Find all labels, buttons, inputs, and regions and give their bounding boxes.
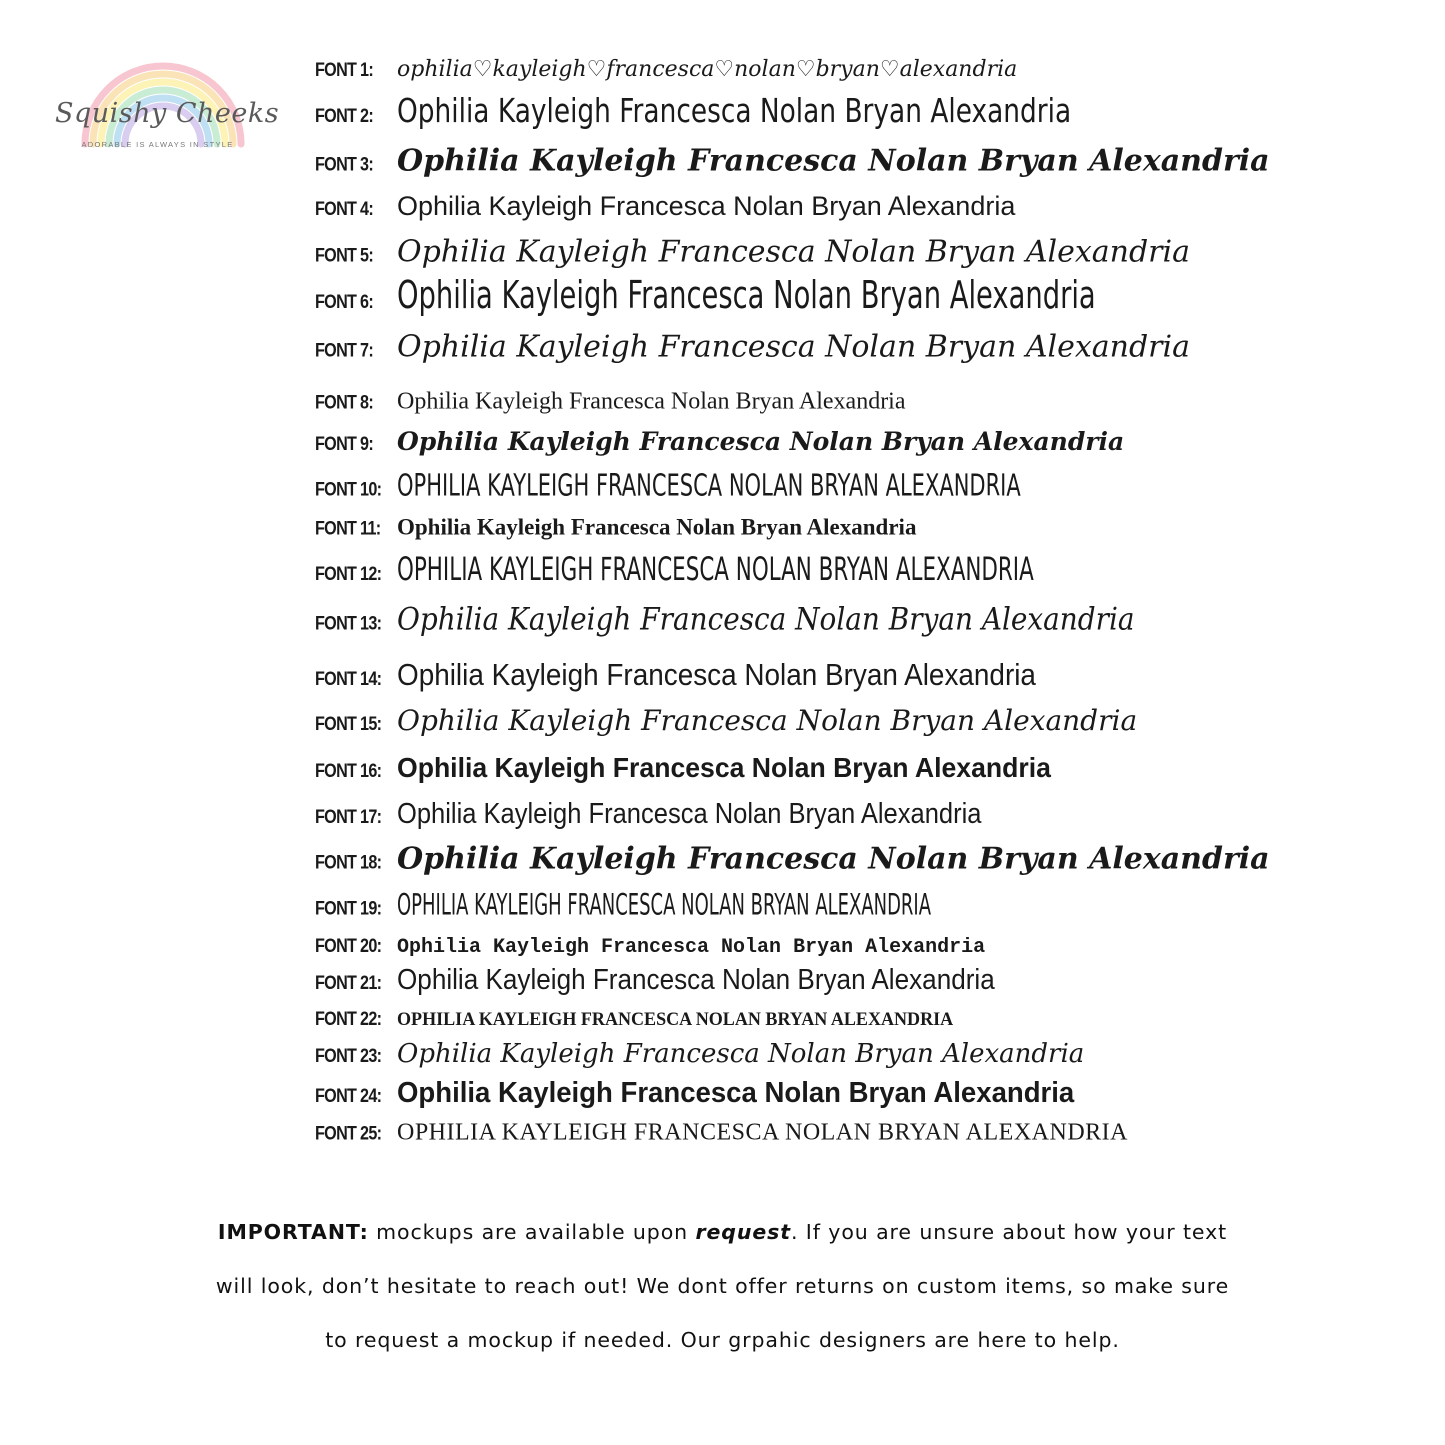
font-label: FONT 14: (315, 668, 382, 690)
font-row (315, 704, 1138, 738)
font-label: FONT 13: (315, 613, 382, 635)
font-sample: Ophilia Kayleigh Francesca Nolan Bryan Alexandria (397, 752, 1051, 784)
font-label: FONT 20: (315, 935, 382, 957)
font-label: FONT 9: (315, 433, 374, 455)
font-sample: Ophilia Kayleigh Francesca Nolan Bryan Alexandria (397, 798, 982, 831)
font-row (315, 754, 1085, 783)
font-sample: Ophilia Kayleigh Francesca Nolan Bryan Alexandria (397, 601, 1135, 638)
notice-emphasis: request (695, 1220, 791, 1244)
font-label: FONT 16: (315, 761, 382, 783)
font-row (315, 426, 1125, 456)
font-label: FONT 4: (315, 199, 374, 221)
font-label: FONT 21: (315, 973, 382, 995)
font-sample: Ophilia Kayleigh Francesca Nolan Bryan Alexandria (397, 143, 1270, 179)
font-sample: OPHILIA KAYLEIGH FRANCESCA NOLAN BRYAN ALEXANDRIA (397, 887, 932, 922)
font-row (315, 656, 1107, 692)
notice-text-1: mockups are available upon (368, 1220, 696, 1244)
brand-tagline: ADORABLE IS ALWAYS IN STYLE (81, 140, 234, 149)
font-row (315, 800, 1061, 829)
font-row (315, 390, 906, 415)
font-row (315, 468, 1288, 504)
font-sample: Ophilia Kayleigh Francesca Nolan Bryan Alexandria (397, 272, 1096, 317)
font-label: FONT 3: (315, 154, 374, 176)
font-row (315, 601, 1216, 638)
font-row (315, 143, 1270, 179)
font-label: FONT 12: (315, 563, 382, 585)
font-label: FONT 25: (315, 1123, 382, 1145)
font-sample: Ophilia Kayleigh Francesca Nolan Bryan Alexandria (397, 1038, 1085, 1069)
font-label: FONT 17: (315, 807, 382, 829)
font-label: FONT 23: (315, 1045, 382, 1067)
font-sample: Ophilia Kayleigh Francesca Nolan Bryan Alexandria (397, 841, 1270, 877)
font-label: FONT 19: (315, 898, 382, 920)
font-row (315, 59, 1017, 82)
font-row (315, 234, 1191, 270)
font-row (315, 272, 1367, 317)
font-sample: Ophilia Kayleigh Francesca Nolan Bryan Alexandria (397, 329, 1191, 365)
font-label: FONT 8: (315, 392, 374, 414)
font-label: FONT 6: (315, 291, 374, 313)
font-label: FONT 1: (315, 60, 374, 82)
font-row (315, 516, 916, 541)
font-label: FONT 5: (315, 245, 374, 267)
font-sample: Ophilia Kayleigh Francesca Nolan Bryan Alexandria (397, 964, 995, 997)
font-sample: Ophilia Kayleigh Francesca Nolan Bryan Alexandria (397, 935, 986, 959)
font-sample: OPHILIA KAYLEIGH FRANCESCA NOLAN BRYAN ALEXANDRIA (397, 468, 1021, 504)
font-row (315, 1009, 982, 1031)
font-row (315, 1121, 1128, 1146)
font-sample: Ophilia Kayleigh Francesca Nolan Bryan Alexandria (397, 191, 1016, 222)
font-label: FONT 10: (315, 479, 382, 501)
font-row (315, 841, 1270, 877)
font-sample: Ophilia Kayleigh Francesca Nolan Bryan Alexandria (397, 426, 1125, 456)
font-row (315, 329, 1191, 365)
font-sample: ophilia♡kayleigh♡francesca♡nolan♡bryan♡alexandria (397, 57, 1018, 83)
notice-line-2: will look, don’t hesitate to reach out! We dont offer returns on custom items, so make sure (215, 1274, 1230, 1298)
font-row (315, 936, 985, 958)
notice-lead: IMPORTANT: (217, 1220, 369, 1244)
font-sample: Ophilia Kayleigh Francesca Nolan Bryan Alexandria (397, 91, 1072, 131)
font-row (315, 91, 1240, 131)
font-label: FONT 18: (315, 852, 382, 874)
font-label: FONT 2: (315, 106, 374, 128)
font-sample: Ophilia Kayleigh Francesca Nolan Bryan Alexandria (397, 234, 1191, 270)
font-row (315, 193, 1015, 221)
font-sample: OPHILIA KAYLEIGH FRANCESCA NOLAN BRYAN ALEXANDRIA (397, 1119, 1128, 1146)
font-label: FONT 7: (315, 340, 374, 362)
font-row (315, 966, 1061, 995)
brand-logo (55, 52, 280, 160)
font-row (315, 887, 1258, 922)
font-row (315, 1038, 1085, 1069)
font-sample: Ophilia Kayleigh Francesca Nolan Bryan Alexandria (397, 514, 917, 540)
font-label: FONT 24: (315, 1086, 382, 1108)
font-row (315, 1079, 1110, 1108)
font-sample: OPHILIA KAYLEIGH FRANCESCA NOLAN BRYAN ALEXANDRIA (397, 549, 1034, 588)
font-sample: Ophilia Kayleigh Francesca Nolan Bryan Alexandria (397, 388, 906, 415)
font-sample: Ophilia Kayleigh Francesca Nolan Bryan Alexandria (397, 704, 1138, 738)
notice-line-1 (0, 1205, 1445, 1259)
notice-line-3: to request a mockup if needed. Our grpahic designers are here to help. (325, 1328, 1120, 1352)
font-label: FONT 22: (315, 1008, 382, 1030)
brand-name: Squishy Cheeks (55, 98, 280, 129)
notice-text-2: . If you are unsure about how your text (790, 1220, 1228, 1244)
font-row (315, 549, 1347, 588)
font-sample: Ophilia Kayleigh Francesca Nolan Bryan Alexandria (397, 1077, 1075, 1110)
important-notice (0, 1205, 1445, 1367)
font-label: FONT 15: (315, 714, 382, 736)
font-sample: OPHILIA KAYLEIGH FRANCESCA NOLAN BRYAN ALEXANDRIA (397, 1008, 954, 1030)
font-label: FONT 11: (315, 518, 381, 540)
font-sample: Ophilia Kayleigh Francesca Nolan Bryan Alexandria (397, 656, 1036, 692)
